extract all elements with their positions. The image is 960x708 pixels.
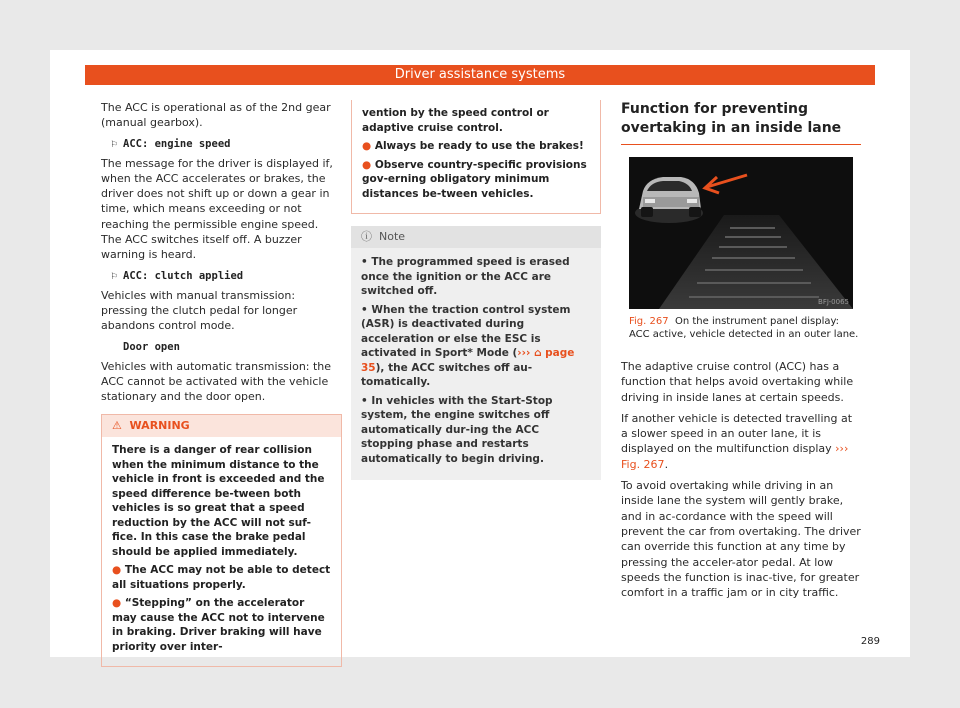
- warning-text: There is a danger of rear collision when the minimum distance to the vehicle in front is exceeded and the speed difference be-tween both vehicles is so great that a speed reduction by the ACC will not suf-fice. In this case the brake pedal should be applied immediately.: [112, 444, 325, 558]
- note-bullet: • In vehicles with the Start-Stop system, the engine switches off automatically dur-ing the ACC stopping phase and restarts automatically to begin driving.: [361, 394, 553, 465]
- warning-bullet: ● The ACC may not be able to detect all situations properly.: [112, 564, 331, 591]
- bullet-icon: ●: [362, 140, 372, 152]
- display-illustration: [629, 157, 853, 309]
- column-middle: [351, 100, 601, 480]
- page-number: 289: [860, 636, 880, 647]
- paragraph: To avoid overtaking while driving in an inside lane the system will gently brake, and in ac-cordance with the speed will prevent the car from overtaking. The driver can override this function at any time by pressing the acceler-ator pedal. At low speeds the function is inac-tive, for greater comfort in a traffic jam or in city traffic.: [621, 479, 861, 600]
- manual-page: [50, 50, 910, 657]
- column-left: [101, 100, 342, 667]
- warning-box-continued: [351, 100, 601, 214]
- warning-header: ⚠ WARNING: [102, 415, 341, 437]
- paragraph: The message for the driver is displayed if, when the ACC accelerates or brakes, the driver does not shift up or down a gear in time, which means exceeding or not reaching the permissible engine speed. The ACC switches itself off. A buzzer warning is heard.: [101, 156, 333, 262]
- warning-box: [101, 414, 342, 667]
- message-acc-clutch-applied: ⚐ ACC: clutch applied: [111, 269, 244, 282]
- figure-reference-link[interactable]: ››› Fig. 267: [621, 442, 849, 471]
- bullet-icon: ●: [112, 564, 122, 577]
- info-icon: ⓘ: [361, 230, 372, 243]
- section-header: Driver assistance systems: [85, 65, 875, 85]
- warning-bullet: ● “Stepping” on the accelerator may cause the ACC not to intervene in braking. Driver braking will have priority over inter-: [112, 597, 325, 653]
- column-right: [621, 100, 861, 606]
- note-bullet: • When the traction control system (ASR) is deactivated during acceleration or else the ESC is activated in Sport* Mode (››› ⌂ page 35), the ACC switches off au-tomatically.: [361, 303, 575, 388]
- warning-bullet: ● Always be ready to use the brakes!: [362, 140, 584, 152]
- section-title: Function for preventing overtaking in an inside lane: [621, 100, 861, 145]
- message-door-open: Door open: [123, 340, 180, 353]
- note-box: [351, 226, 601, 480]
- page-reference-link[interactable]: ››› ⌂ page 35: [361, 347, 575, 374]
- figure-code: BFJ-0065: [818, 298, 849, 306]
- paragraph: Vehicles with automatic transmission: the ACC cannot be activated with the vehicle stationary and the door open.: [101, 359, 332, 404]
- paragraph: If another vehicle is detected travelling at a slower speed in an outer lane, it is displayed on the multifunction display ››› Fig. 267.: [621, 411, 853, 471]
- warning-bullet: ● Observe country-specific provisions gov-erning obligatory minimum distances be-tween vehicles.: [362, 158, 587, 200]
- warning-text: vention by the speed control or adaptive cruise control.: [362, 107, 549, 134]
- paragraph: The adaptive cruise control (ACC) has a function that helps avoid overtaking while driving in inside lanes at certain speeds.: [621, 360, 854, 404]
- note-header: ⓘ Note: [351, 226, 601, 248]
- display-warning-icon: ⚐: [111, 137, 118, 150]
- bullet-icon: ●: [112, 597, 122, 610]
- bullet-icon: ●: [362, 158, 372, 171]
- warning-triangle-icon: ⚠: [112, 419, 122, 433]
- figure-caption: Fig. 267 On the instrument panel display: ACC active, vehicle detected in an outer lane.: [629, 316, 859, 340]
- display-warning-icon: ⚐: [111, 269, 118, 282]
- book-icon: ⌂: [533, 347, 542, 359]
- paragraph: Vehicles with manual transmission: pressing the clutch pedal for longer abandons control mode.: [101, 288, 298, 333]
- figure-instrument-display: [629, 157, 853, 309]
- paragraph: The ACC is operational as of the 2nd gear (manual gearbox).: [101, 101, 331, 130]
- message-acc-engine-speed: ⚐ ACC: engine speed: [111, 137, 231, 150]
- note-bullet: • The programmed speed is erased once the ignition or the ACC are switched off.: [361, 256, 570, 297]
